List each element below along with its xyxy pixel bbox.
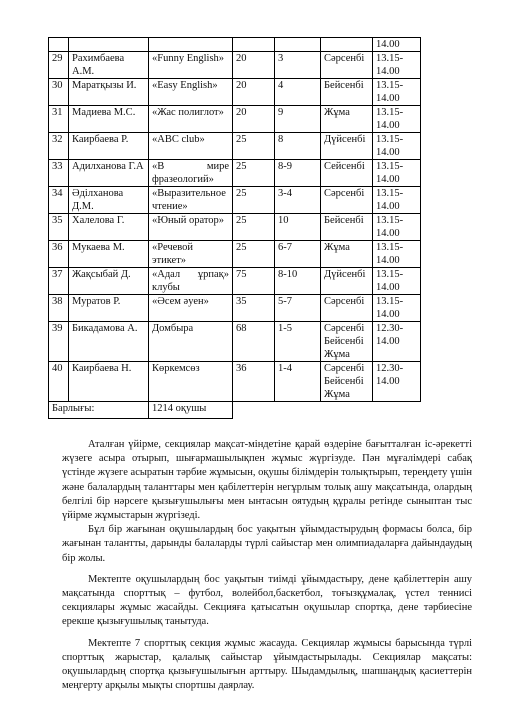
weekday-cell: Сәрсенбі Бейсенбі Жұма (321, 322, 373, 362)
time-cell: 13.15-14.00 (373, 295, 421, 322)
grade-cell: 3 (275, 52, 321, 79)
paragraph: Мектепте 7 спорттық секция жұмыс жасауда. Секциялар жұмысы барысында түрлі спорттық жарыстар, қалалық сайыстар ұйымдастырылады. Секциялар мақсаты: оқушылардың спортқа қызығушылығын арттыру. Шыдамдылық, шапшаңдық қасиеттерін меңгерту арқылы мықты спортшы даярлау. (62, 637, 472, 692)
row-number-cell: 39 (49, 322, 69, 362)
table-row (49, 52, 421, 79)
row-number-cell: 33 (49, 160, 69, 187)
club-name-cell: «Funny English» (149, 52, 233, 79)
time-cell: 13.15-14.00 (373, 241, 421, 268)
club-name-cell: «Речевой этикет» (149, 241, 233, 268)
teacher-name-cell: Маратқызы И. (69, 79, 149, 106)
teacher-name-cell: Халелова Г. (69, 214, 149, 241)
grade-cell: 3-4 (275, 187, 321, 214)
weekday-cell: Сәрсенбі (321, 52, 373, 79)
weekday-cell: Сәрсенбі (321, 187, 373, 214)
row-number-cell: 37 (49, 268, 69, 295)
grade-cell: 8-10 (275, 268, 321, 295)
time-cell: 13.15-14.00 (373, 268, 421, 295)
club-name-cell: «Әсем әуен» (149, 295, 233, 322)
teacher-name-cell: Муратов Р. (69, 295, 149, 322)
row-number-cell: 38 (49, 295, 69, 322)
grade-cell: 8 (275, 133, 321, 160)
table-row (49, 322, 421, 362)
row-number-cell: 32 (49, 133, 69, 160)
grade-cell: 6-7 (275, 241, 321, 268)
student-count-cell: 20 (233, 52, 275, 79)
teacher-name-cell: Каирбаева Н. (69, 362, 149, 402)
club-name-cell: Домбыра (149, 322, 233, 362)
club-name-cell: «Выразительное чтение» (149, 187, 233, 214)
time-cell: 12.30-14.00 (373, 322, 421, 362)
table-row (49, 268, 421, 295)
teacher-name-cell: Мукаева М. (69, 241, 149, 268)
table-row-fragment (49, 38, 421, 52)
paragraph: Мектепте оқушылардың бос уақытын тиімді ұйымдастыру, дене қабілеттерін ашу мақсатында спорттық – футбол, волейбол,баскетбол, тоғызқұмалақ, үстел теннисі секциялары жұмыс жасайды. Секцияға қатысатын оқушылар спортқа, дене тәрбиесіне ерекше қызығушылық танытуда. (62, 573, 472, 628)
student-count-cell: 25 (233, 187, 275, 214)
row-number-cell: 35 (49, 214, 69, 241)
time-cell: 13.15-14.00 (373, 160, 421, 187)
row-number-cell: 31 (49, 106, 69, 133)
club-name-cell: «Адал ұрпақ» клубы (149, 268, 233, 295)
time-cell: 13.15-14.00 (373, 187, 421, 214)
student-count-cell: 25 (233, 241, 275, 268)
student-count-cell: 75 (233, 268, 275, 295)
row-number-cell: 40 (49, 362, 69, 402)
weekday-cell: Бейсенбі (321, 79, 373, 106)
student-count-cell: 25 (233, 133, 275, 160)
grade-cell: 8-9 (275, 160, 321, 187)
teacher-name-cell: Мадиева М.С. (69, 106, 149, 133)
table-row (49, 241, 421, 268)
table-row-total (49, 402, 421, 419)
total-value: 1214 оқушы (149, 402, 233, 419)
club-name-cell: Көркемсөз (149, 362, 233, 402)
table-row (49, 187, 421, 214)
teacher-name-cell: Жақсыбай Д. (69, 268, 149, 295)
body-text (62, 438, 472, 693)
club-schedule-table (48, 37, 421, 419)
table-row (49, 362, 421, 402)
total-label: Барлығы: (49, 402, 149, 419)
teacher-name-cell: Бикадамова А. (69, 322, 149, 362)
grade-cell: 9 (275, 106, 321, 133)
grade-cell: 5-7 (275, 295, 321, 322)
weekday-cell: Бейсенбі (321, 214, 373, 241)
row-number-cell: 34 (49, 187, 69, 214)
time-cell: 13.15-14.00 (373, 79, 421, 106)
time-cell: 12.30-14.00 (373, 362, 421, 402)
teacher-name-cell: Рахимбаева А.М. (69, 52, 149, 79)
paragraph: Бұл бір жағынан оқушылардың бос уақытын ұйымдастырудың формасы болса, бір жағынан талантты, дарынды балаларды түрлі сайыстар мен олимпиадаларға дайындаудың бір жолы. (62, 524, 472, 564)
table-row (49, 133, 421, 160)
table-row (49, 295, 421, 322)
time-cell: 13.15-14.00 (373, 214, 421, 241)
time-cell: 14.00 (373, 38, 421, 52)
student-count-cell: 25 (233, 160, 275, 187)
student-count-cell: 68 (233, 322, 275, 362)
teacher-name-cell: Каирбаева Р. (69, 133, 149, 160)
club-name-cell: «Easy English» (149, 79, 233, 106)
table-row (49, 214, 421, 241)
weekday-cell: Сейсенбі (321, 160, 373, 187)
weekday-cell: Жұма (321, 106, 373, 133)
club-name-cell: «В мире фразеологий» (149, 160, 233, 187)
teacher-name-cell: Адилханова Г.А (69, 160, 149, 187)
weekday-cell: Сәрсенбі (321, 295, 373, 322)
weekday-cell: Сәрсенбі Бейсенбі Жұма (321, 362, 373, 402)
table-row (49, 160, 421, 187)
grade-cell: 1-5 (275, 322, 321, 362)
student-count-cell: 25 (233, 214, 275, 241)
teacher-name-cell: Әділханова Д.М. (69, 187, 149, 214)
time-cell: 13.15-14.00 (373, 52, 421, 79)
grade-cell: 4 (275, 79, 321, 106)
row-number-cell: 30 (49, 79, 69, 106)
time-cell: 13.15-14.00 (373, 133, 421, 160)
student-count-cell: 36 (233, 362, 275, 402)
weekday-cell: Дүйсенбі (321, 268, 373, 295)
club-name-cell: «Юный оратор» (149, 214, 233, 241)
club-name-cell: «ABC club» (149, 133, 233, 160)
time-cell: 13.15-14.00 (373, 106, 421, 133)
table-row (49, 79, 421, 106)
table-row (49, 106, 421, 133)
weekday-cell: Жұма (321, 241, 373, 268)
student-count-cell: 20 (233, 106, 275, 133)
weekday-cell: Дүйсенбі (321, 133, 373, 160)
student-count-cell: 35 (233, 295, 275, 322)
grade-cell: 1-4 (275, 362, 321, 402)
row-number-cell: 29 (49, 52, 69, 79)
paragraph: Аталған үйірме, секциялар мақсат-міндетіне қарай өздеріне бағытталған іс-әрекетті жүзеге асыра отырып, шығармашылықпен жұмыс жүргізуде. Пән мұғалімдері сабақ үстінде жүзеге асыратын тәрбие жұмысын, оқушы білімдерін толықтырып, тереңдету үшін және балалардың таланттары мен қабілеттерін негұрлым толық ашу мақсатында, олардың белгілі бір нәрсеге қызығушылығы мен ынтасын оятудың құралы ретінде сыныптан тыс үйірме жұмыстарын жүргізеді. (62, 439, 472, 522)
grade-cell: 10 (275, 214, 321, 241)
student-count-cell: 20 (233, 79, 275, 106)
row-number-cell: 36 (49, 241, 69, 268)
club-name-cell: «Жас полиглот» (149, 106, 233, 133)
